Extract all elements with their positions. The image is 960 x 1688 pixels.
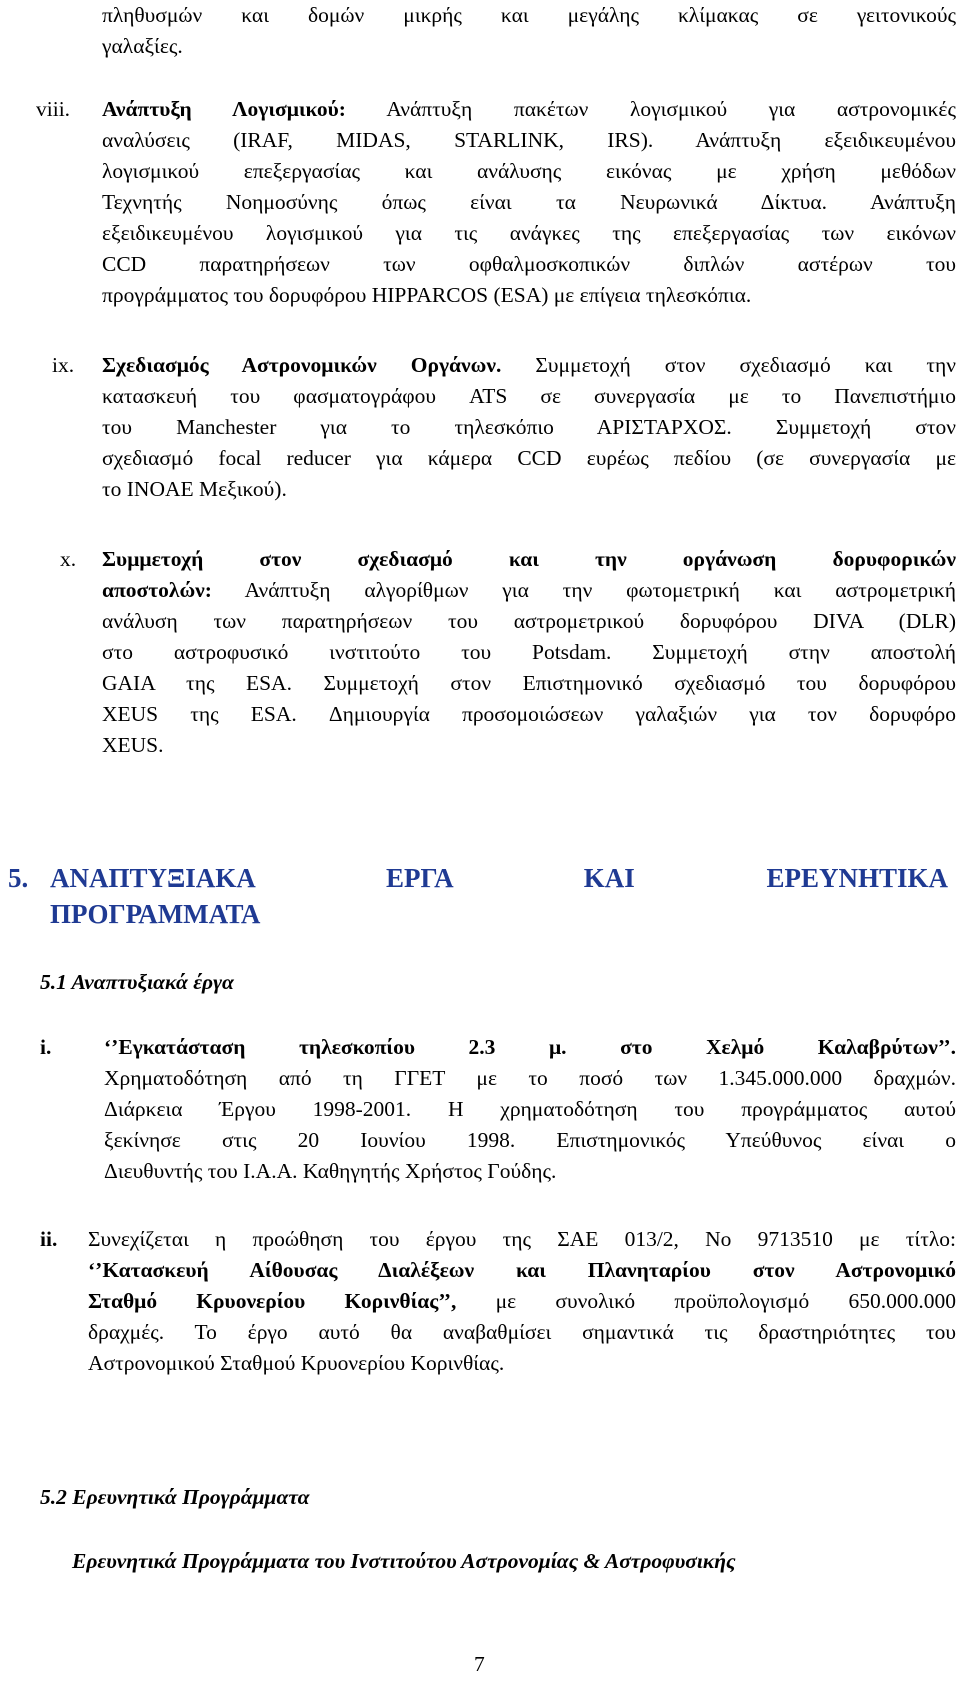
section-title: ΑΝΑΠΤΥΞΙΑΚΑ ΕΡΓΑ ΚΑΙ ΕΡΕΥΝΗΤΙΚΑ bbox=[50, 863, 948, 893]
section-title: ΠΡΟΓΡΑΜΜΑΤΑ bbox=[50, 899, 261, 929]
list-item-line: στο αστροφυσικό ινστιτούτο του Potsdam. Συμμετοχή στην αποστολή bbox=[102, 640, 956, 664]
list-item-line: XEUS της ESA. Δημιουργία προσομοιώσεων γαλαξιών για τον δορυφόρο bbox=[102, 702, 956, 726]
list-item-line: ανάλυση των παρατηρήσεων του αστρομετρικού δορυφόρου DIVA (DLR) bbox=[102, 609, 956, 633]
list-marker: x. bbox=[60, 547, 77, 571]
paragraph-line: πληθυσμών και δομών μικρής και μεγάλης κλίμακας σε γειτονικούς bbox=[102, 3, 956, 27]
list-item-line: CCD παρατηρήσεων των οφθαλμοσκοπικών διπλών αστέρων του bbox=[102, 252, 956, 276]
list-item-line: Χρηματοδότηση από τη ΓΓΕΤ με το ποσό των 1.345.000.000 δραχμών. bbox=[104, 1066, 956, 1090]
list-item-line: GAIA της ESA. Συμμετοχή στον Επιστημονικό σχεδιασμό του δορυφόρου bbox=[102, 671, 956, 695]
list-item-line: του Manchester για το τηλεσκόπιο ΑΡΙΣΤΑΡΧΟΣ. Συμμετοχή στον bbox=[102, 415, 956, 439]
list-item-line bbox=[102, 575, 956, 606]
subsection-heading: 5.1 Αναπτυξιακά έργα bbox=[40, 970, 234, 994]
list-item-line: εξειδικευμένου λογισμικού για τις ανάγκες της επεξεργασίας των εικόνων bbox=[102, 221, 956, 245]
list-item-line bbox=[102, 94, 956, 125]
list-item-line: δραχμές. Το έργο αυτό θα αναβαθμίσει σημαντικά τις δραστηριότητες του bbox=[88, 1320, 956, 1344]
item-title: ‘’Κατασκευή Αίθουσας Διαλέξεων και Πλανηταρίου στον Αστρονομικό bbox=[88, 1258, 956, 1282]
item-title: ‘’Εγκατάσταση τηλεσκοπίου 2.3 μ. στο Χελμό Καλαβρύτων’’. bbox=[104, 1035, 956, 1059]
list-item-line: λογισμικού επεξεργασίας και ανάλυσης εικόνας με χρήση μεθόδων bbox=[102, 159, 956, 183]
item-title: Σχεδιασμός Αστρονομικών Οργάνων. bbox=[102, 353, 502, 377]
list-marker: ii. bbox=[40, 1227, 58, 1251]
item-title: Σταθμό Κρυονερίου Κορινθίας’’, bbox=[88, 1289, 457, 1313]
list-item-line bbox=[88, 1286, 956, 1317]
list-marker: viii. bbox=[36, 97, 71, 121]
list-marker: ix. bbox=[52, 353, 75, 377]
list-item-line: κατασκευή του φασματογράφου ATS σε συνεργασία με το Πανεπιστήμιο bbox=[102, 384, 956, 408]
list-item-line: Αστρονομικού Σταθμού Κρυονερίου Κορινθίας. bbox=[88, 1351, 505, 1375]
item-title: Συμμετοχή στον σχεδιασμό και την οργάνωση δορυφορικών bbox=[102, 547, 956, 571]
section-number: 5. bbox=[8, 863, 29, 893]
list-item-line: το INOAE Μεξικού). bbox=[102, 477, 287, 501]
list-item-line: προγράμματος του δορυφόρου HIPPARCOS (ESA) με επίγεια τηλεσκόπια. bbox=[102, 283, 752, 307]
item-text: Ανάπτυξη πακέτων λογισμικού για αστρονομικές bbox=[386, 97, 956, 121]
paragraph-line: γαλαξίες. bbox=[102, 34, 183, 58]
item-title: αποστολών: bbox=[102, 578, 212, 602]
list-item-line: ξεκίνησε στις 20 Ιουνίου 1998. Επιστημονικός Υπεύθυνος είναι ο bbox=[104, 1128, 956, 1152]
list-item-line: σχεδιασμό focal reducer για κάμερα CCD ευρέως πεδίου (σε συνεργασία με bbox=[102, 446, 956, 470]
subsection-heading: 5.2 Ερευνητικά Προγράμματα bbox=[40, 1485, 310, 1509]
item-text: Συμμετοχή στον σχεδιασμό και την bbox=[535, 353, 957, 377]
list-item-line: XEUS. bbox=[102, 733, 164, 757]
list-marker: i. bbox=[40, 1035, 52, 1059]
list-item-line: Συνεχίζεται η προώθηση του έργου της ΣΑΕ 013/2, Νο 9713510 με τίτλο: bbox=[88, 1227, 956, 1251]
list-item-line: Διάρκεια Έργου 1998-2001. Η χρηματοδότηση του προγράμματος αυτού bbox=[104, 1097, 956, 1121]
page-number: 7 bbox=[474, 1652, 485, 1676]
list-item-line bbox=[102, 350, 956, 381]
subsection-subheading: Ερευνητικά Προγράμματα του Ινστιτούτου Αστρονομίας & Αστροφυσικής bbox=[72, 1549, 736, 1573]
item-title: Ανάπτυξη Λογισμικού: bbox=[102, 97, 346, 121]
list-item-line: αναλύσεις (IRAF, MIDAS, STARLINK, IRS). Ανάπτυξη εξειδικευμένου bbox=[102, 128, 956, 152]
item-text: με συνολικό προϋπολογισμό 650.000.000 bbox=[495, 1289, 957, 1313]
list-item-line: Τεχνητής Νοημοσύνης όπως είναι τα Νευρωνικά Δίκτυα. Ανάπτυξη bbox=[102, 190, 956, 214]
item-text: Ανάπτυξη αλγορίθμων για την φωτομετρική και αστρομετρική bbox=[244, 578, 956, 602]
list-item-line: Διευθυντής του Ι.Α.Α. Καθηγητής Χρήστος Γούδης. bbox=[104, 1159, 557, 1183]
